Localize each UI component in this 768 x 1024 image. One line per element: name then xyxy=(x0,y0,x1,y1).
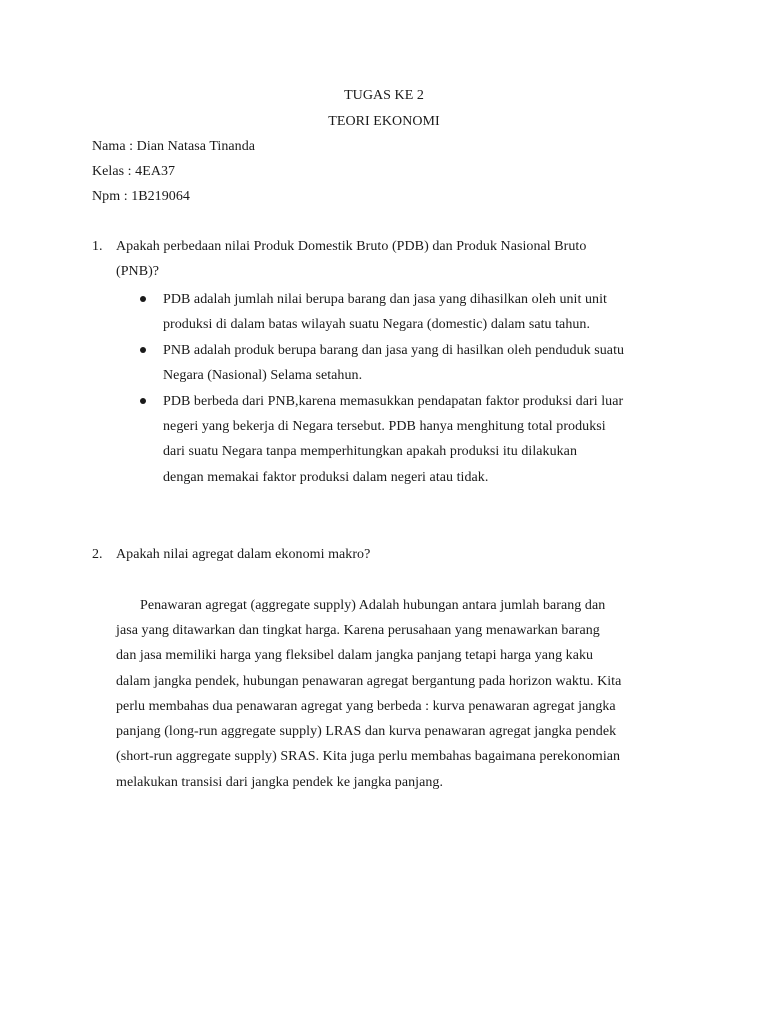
student-npm: Npm : 1B219064 xyxy=(92,189,190,204)
answer-line: melakukan transisi dari jangka pendek ke jangka panjang. xyxy=(116,775,444,790)
document-subtitle: TEORI EKONOMI xyxy=(328,114,440,129)
bullet-line: PNB adalah produk berupa barang dan jasa yang di hasilkan oleh penduduk suatu xyxy=(163,343,625,358)
answer-line: (short-run aggregate supply) SRAS. Kita juga perlu membahas bagaimana perekonomian xyxy=(116,749,621,764)
question-1-number: 1. xyxy=(92,239,103,254)
question-2-number: 2. xyxy=(92,547,103,562)
bullet-dot xyxy=(140,296,146,302)
question-1-line: (PNB)? xyxy=(116,264,160,279)
student-name: Nama : Dian Natasa Tinanda xyxy=(92,139,256,154)
answer-line: panjang (long-run aggregate supply) LRAS dan kurva penawaran agregat jangka pendek xyxy=(116,724,617,739)
bullet-line: dari suatu Negara tanpa memperhitungkan apakah produksi itu dilakukan xyxy=(163,444,577,459)
bullet-line: dengan memakai faktor produksi dalam negeri atau tidak. xyxy=(163,470,489,485)
answer-line: jasa yang ditawarkan dan tingkat harga. Karena perusahaan yang menawarkan barang xyxy=(116,623,600,638)
question-2-text: Apakah nilai agregat dalam ekonomi makro? xyxy=(116,547,371,562)
bullet-dot xyxy=(140,347,146,353)
bullet-dot xyxy=(140,398,146,404)
bullet-line: Negara (Nasional) Selama setahun. xyxy=(163,368,363,383)
answer-line: dalam jangka pendek, hubungan penawaran agregat bergantung pada horizon waktu. Kita xyxy=(116,674,622,689)
bullet-line: negeri yang bekerja di Negara tersebut. PDB hanya menghitung total produksi xyxy=(163,419,606,434)
bullet-line: produksi di dalam batas wilayah suatu Negara (domestic) dalam satu tahun. xyxy=(163,317,591,332)
document-title: TUGAS KE 2 xyxy=(344,88,424,103)
bullet-line: PDB berbeda dari PNB,karena memasukkan pendapatan faktor produksi dari luar xyxy=(163,394,624,409)
answer-line: Penawaran agregat (aggregate supply) Adalah hubungan antara jumlah barang dan xyxy=(140,598,606,613)
answer-line: perlu membahas dua penawaran agregat yang berbeda : kurva penawaran agregat jangka xyxy=(116,699,616,714)
student-class: Kelas : 4EA37 xyxy=(92,164,176,179)
question-1-line: Apakah perbedaan nilai Produk Domestik Bruto (PDB) dan Produk Nasional Bruto xyxy=(116,239,587,254)
answer-line: dan jasa memiliki harga yang fleksibel dalam jangka panjang tetapi harga yang kaku xyxy=(116,648,594,663)
bullet-line: PDB adalah jumlah nilai berupa barang dan jasa yang dihasilkan oleh unit unit xyxy=(163,292,607,307)
